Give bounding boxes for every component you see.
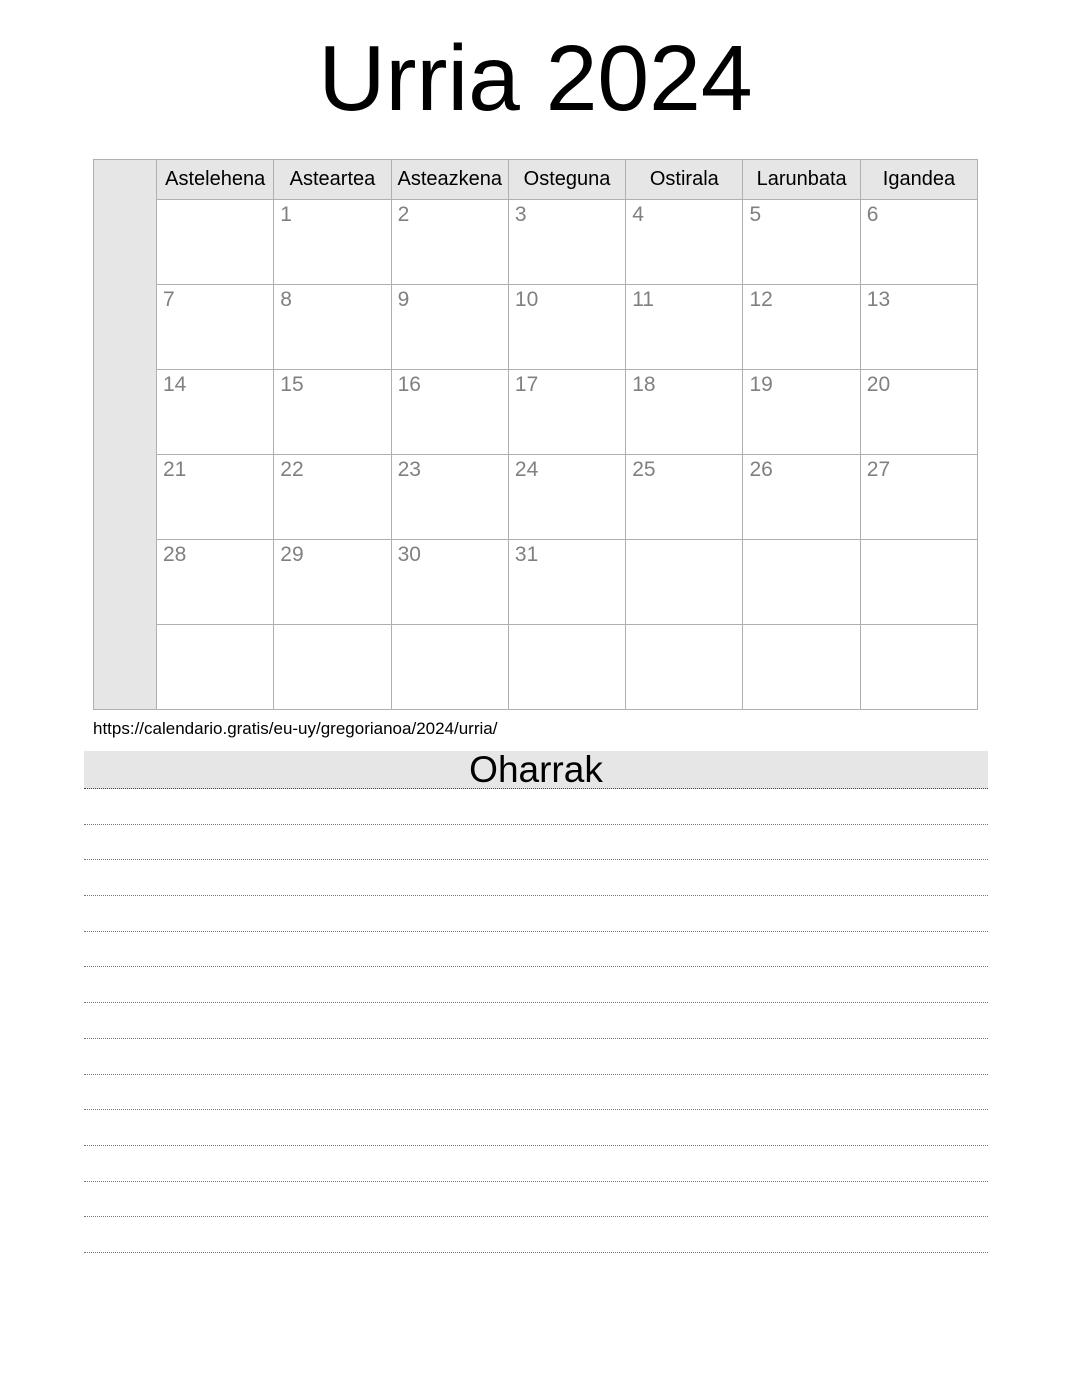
note-line: [84, 1075, 988, 1111]
note-line: [84, 1110, 988, 1146]
weekday-header-friday: Ostirala: [626, 160, 743, 200]
note-line: [84, 825, 988, 861]
day-cell: [860, 625, 977, 710]
day-cell: 26: [743, 455, 860, 540]
day-cell: 1: [274, 200, 391, 285]
day-cell: 28: [157, 540, 274, 625]
day-cell: [626, 540, 743, 625]
week-row: [94, 540, 978, 625]
note-line: [84, 1039, 988, 1075]
note-line: [84, 1003, 988, 1039]
weekday-header-row: [94, 160, 978, 200]
note-line: [84, 1146, 988, 1182]
week-row: [94, 455, 978, 540]
note-line: [84, 789, 988, 825]
day-cell: 15: [274, 370, 391, 455]
day-cell: 12: [743, 285, 860, 370]
day-cell: 8: [274, 285, 391, 370]
day-cell: 16: [391, 370, 508, 455]
notes-ruled-lines: [84, 789, 988, 1253]
notes-section: [84, 751, 988, 1253]
day-cell: 2: [391, 200, 508, 285]
weekday-header-wednesday: Asteazkena: [391, 160, 508, 200]
weekday-header-monday: Astelehena: [157, 160, 274, 200]
day-cell: 22: [274, 455, 391, 540]
day-cell: 14: [157, 370, 274, 455]
day-cell: 31: [508, 540, 625, 625]
week-row: [94, 625, 978, 710]
day-cell: 24: [508, 455, 625, 540]
day-cell: [157, 625, 274, 710]
day-cell: 20: [860, 370, 977, 455]
day-cell: 18: [626, 370, 743, 455]
note-line: [84, 1217, 988, 1253]
source-url-text: https://calendario.gratis/eu-uy/gregorianoa/2024/urria/: [93, 719, 498, 738]
day-cell: [860, 540, 977, 625]
week-row: [94, 370, 978, 455]
day-cell: [743, 625, 860, 710]
day-cell: [626, 625, 743, 710]
day-cell: 17: [508, 370, 625, 455]
day-cell: [157, 200, 274, 285]
day-cell: 6: [860, 200, 977, 285]
day-cell: 27: [860, 455, 977, 540]
note-line: [84, 896, 988, 932]
week-band-column: [94, 160, 157, 710]
day-cell: 13: [860, 285, 977, 370]
day-cell: [274, 625, 391, 710]
note-line: [84, 967, 988, 1003]
week-row: [94, 285, 978, 370]
day-cell: [391, 625, 508, 710]
day-cell: 29: [274, 540, 391, 625]
notes-title: Oharrak: [84, 751, 988, 789]
weekday-header-saturday: Larunbata: [743, 160, 860, 200]
page-title: Urria 2024: [318, 26, 753, 130]
day-cell: 10: [508, 285, 625, 370]
day-cell: 3: [508, 200, 625, 285]
day-cell: 25: [626, 455, 743, 540]
day-cell: 23: [391, 455, 508, 540]
day-cell: 5: [743, 200, 860, 285]
day-cell: 19: [743, 370, 860, 455]
weekday-header-thursday: Osteguna: [508, 160, 625, 200]
weekday-header-sunday: Igandea: [860, 160, 977, 200]
calendar-table: [93, 159, 978, 710]
day-cell: 11: [626, 285, 743, 370]
weekday-header-tuesday: Asteartea: [274, 160, 391, 200]
note-line: [84, 1182, 988, 1218]
day-cell: 7: [157, 285, 274, 370]
note-line: [84, 932, 988, 968]
note-line: [84, 860, 988, 896]
day-cell: 30: [391, 540, 508, 625]
day-cell: [508, 625, 625, 710]
day-cell: 4: [626, 200, 743, 285]
week-row: [94, 200, 978, 285]
day-cell: 9: [391, 285, 508, 370]
day-cell: 21: [157, 455, 274, 540]
day-cell: [743, 540, 860, 625]
